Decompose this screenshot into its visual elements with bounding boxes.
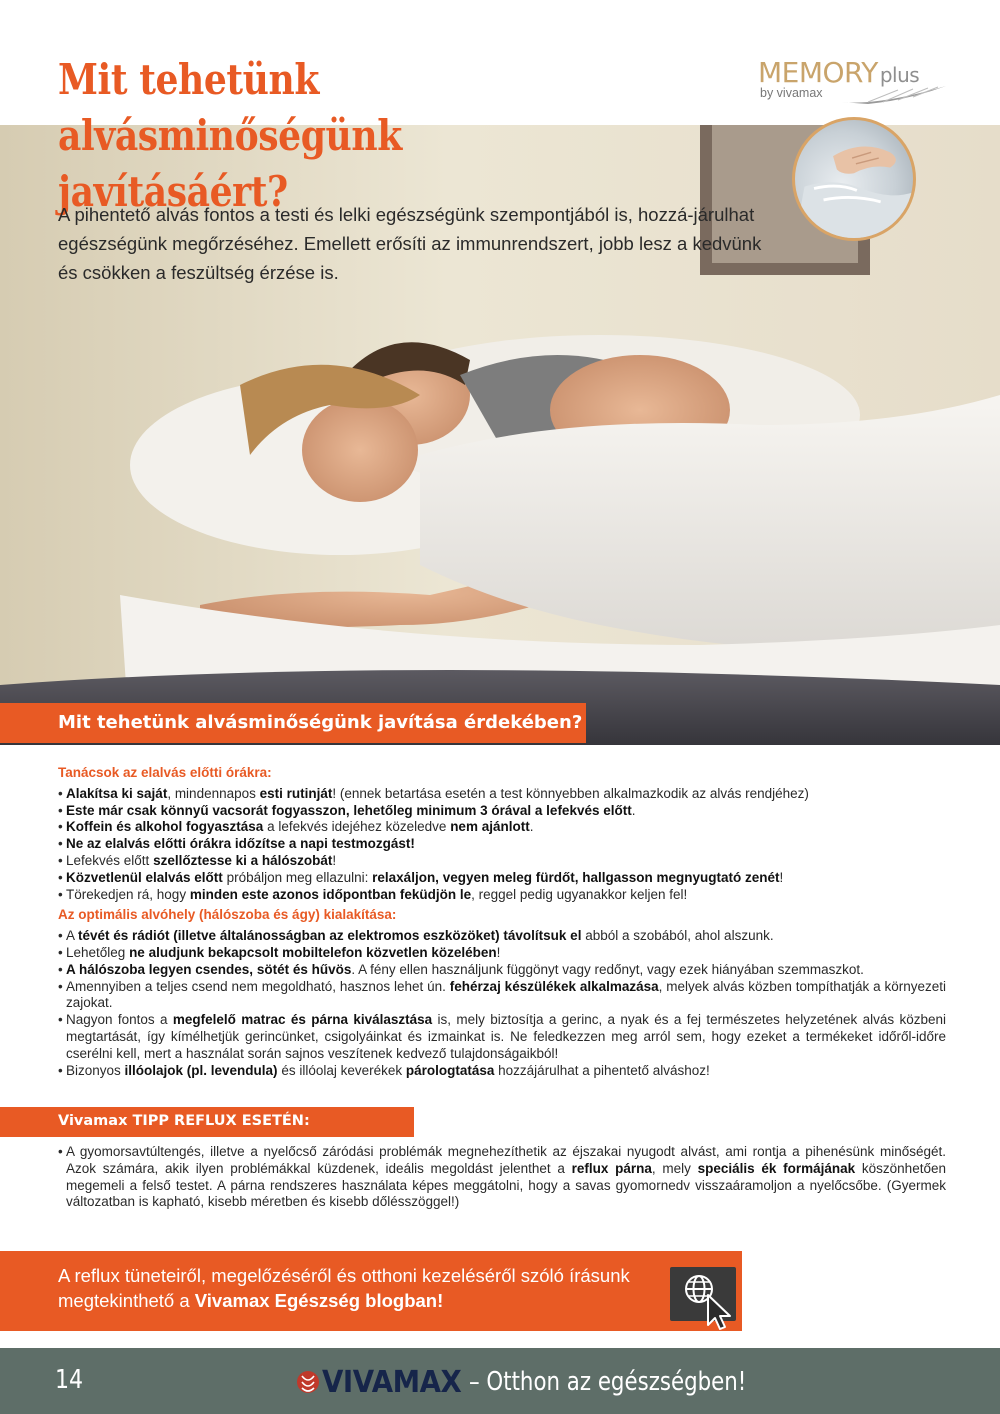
list-item (58, 1063, 946, 1080)
intro-paragraph: A pihentető alvás fontos a testi és lelki egészségünk szempontjából is, hozzá-járulhat egészségünk megőrzéséhez. Emellett erősíti az immunrendszert, jobb lesz a kedvünk és csökken a feszültség érzése is. (58, 204, 762, 283)
blog-line-2-bold: Vivamax Egészség blogban! (194, 1290, 444, 1311)
list-item-text: abból a szobából, ahol alszunk. (581, 928, 774, 944)
room-heading: Az optimális alvóhely (hálószoba és ágy) kialakítása: (58, 907, 397, 923)
list-item-text: a lefekvés idejéhez közeledve (263, 819, 451, 835)
logo-suffix: plus (879, 63, 920, 87)
vivamax-logo-icon (296, 1370, 320, 1394)
list-item-text: . A fény ellen használjunk függönyt vagy redőnyt, vagy ezek hiányában szemmaszkot. (351, 961, 864, 977)
list-item-text: Törekedjen rá, hogy (66, 886, 190, 902)
list-item-text: Lefekvés előtt (66, 852, 154, 868)
blog-link-text[interactable] (58, 1263, 678, 1313)
list-item-text: . (631, 802, 636, 818)
list-item-text: ! (779, 869, 784, 885)
list-item-bold: minden este azonos időpontban feküdjön le (189, 886, 472, 902)
list-item-bold: Koffein és alkohol fogyasztása (66, 819, 264, 835)
list-item-text: , mindennapos (167, 785, 260, 801)
title-line-1: Mit tehetünk (58, 55, 319, 104)
list-item-bold: fehérzaj készülékek alkalmazása (449, 978, 659, 994)
list-item (58, 803, 946, 820)
list-item-text: , mely (651, 1160, 698, 1176)
list-item (58, 887, 946, 904)
section-title-bar: Mit tehetünk alvásminőségünk javítása érdekében? (0, 703, 586, 743)
brand-name: VIVAMAX (322, 1364, 462, 1400)
list-item-bold: relaxáljon, vegyen meleg fürdőt, hallgasson megnyugtató zenét (372, 869, 780, 885)
list-item-bold: reflux párna (571, 1160, 652, 1176)
page-number: 14 (55, 1365, 84, 1395)
list-item (58, 870, 946, 887)
tip-list (58, 1144, 946, 1211)
list-item-text: próbáljon meg ellazulni: (222, 869, 373, 885)
list-item (58, 836, 946, 853)
list-item-text: , melyek alvás közben tompíthatják a környezeti zajokat. (66, 978, 947, 1011)
blog-banner[interactable] (0, 1251, 742, 1331)
list-item-text: köszönhetően megemeli a felső testet. A párna rendszeres használata képes meggátolni, hogy a savas gyomornedv visszaáramoljon a nyelőcsőbe. (Gyermek változatban is kapható, kisebb méretben és kisebb dőlésszöggel!) (66, 1160, 946, 1210)
list-item-bold: esti rutinját (259, 785, 333, 801)
list-item (58, 928, 946, 945)
list-item-text: ! (332, 852, 337, 868)
list-item-text: Nagyon fontos a (66, 1012, 173, 1028)
list-item-bold: speciális ék formájának (697, 1160, 856, 1176)
tip-section (58, 1144, 946, 1211)
list-item-text: Amennyiben a teljes csend nem megoldható, hasznos lehet ún. (66, 978, 450, 994)
room-list (58, 928, 946, 1079)
blog-line-2-prefix: megtekinthető a (58, 1290, 195, 1311)
list-item (58, 945, 946, 962)
tips-list (58, 786, 946, 904)
list-item-text: Bizonyos (66, 1062, 125, 1078)
memory-plus-logo (758, 56, 948, 112)
list-item-text: ! (496, 944, 501, 960)
list-item-bold: Alakítsa ki saját (66, 785, 168, 801)
globe-cursor-icon (670, 1267, 736, 1331)
list-item-text: és illóolaj keverékek (277, 1062, 406, 1078)
list-item (58, 853, 946, 870)
feather-icon (838, 82, 948, 108)
list-item-bold: szellőztesse ki a hálószobát (153, 852, 333, 868)
list-item (58, 979, 946, 1013)
brand-slogan: – Otthon az egészségben! (469, 1367, 747, 1397)
list-item-text: A (66, 928, 79, 944)
memory-foam-badge (792, 117, 916, 241)
title-line-2: alvásminőségünk javításáért? (58, 111, 402, 216)
blog-line-1: A reflux tüneteiről, megelőzéséről és otthoni kezeléséről szóló írásunk (58, 1265, 630, 1286)
list-item-text: A gyomorsavtúltengés, illetve a nyelőcső záródási problémák megnehezíthetik az éjszakai nyugodt alvást, ami rontja a pihenésünk minőségét. Azok számára, akik ilyen problémákkal küzdenek, ideális megoldást jelenthet a (66, 1144, 946, 1176)
list-item-bold: ne aludjunk bekapcsolt mobiltelefon közvetlen közelében (129, 944, 497, 960)
list-item-text: , reggel pedig ugyanakkor keljen fel! (471, 886, 688, 902)
list-item-text: is, mely biztosítja a gerinc, a nyak és a fej természetes helyzetének alvás közbeni megtartását, így kímélhetjük gerincünket, csigolyáinkat és izmainkat is. Ne feledkezzen meg arról sem, hogy ezeket a termékeket időről-időre cserélni kell, mert a használat során sajnos veszítenek kedvező tulajdonságaikból! (66, 1012, 947, 1061)
list-item-bold: A hálószoba legyen csendes, sötét és hűvös (66, 961, 352, 977)
list-item (58, 786, 946, 803)
logo-name: MEMORY (758, 56, 878, 89)
list-item (58, 962, 946, 979)
list-item-bold: illóolajok (pl. levendula) (124, 1062, 278, 1078)
tips-section (58, 765, 946, 1079)
list-item (58, 1012, 946, 1062)
tip-title-bar: Vivamax TIPP REFLUX ESETÉN: (0, 1107, 414, 1137)
list-item-bold: Közvetlenül elalvás előtt (66, 869, 223, 885)
list-item-bold: tévét és rádiót (illetve általánosságban az elektromos eszközöket) távolítsuk el (78, 928, 582, 944)
list-item-text: hozzájárulhat a pihentető alváshoz! (494, 1062, 710, 1078)
list-item (58, 819, 946, 836)
list-item-text: Lehetőleg (66, 944, 130, 960)
logo-byline: by vivamax (760, 86, 823, 100)
list-item-text: ! (ennek betartása esetén a test könnyebben alkalmazkodik az alvás rendjéhez) (332, 785, 809, 801)
footer (0, 1348, 1000, 1414)
list-item-bold: Ne az elalvás előtti órákra időzítse a napi testmozgást! (66, 836, 415, 852)
list-item-text: . (529, 819, 534, 835)
list-item-bold: párologtatása (405, 1062, 495, 1078)
page-title (58, 52, 608, 220)
blog-link-button[interactable] (670, 1267, 736, 1321)
footer-brand (296, 1362, 808, 1402)
list-item-bold: Este már csak könnyű vacsorát fogyasszon, lehetőleg minimum 3 órával a lefekvés előtt (66, 802, 632, 818)
list-item (58, 1144, 946, 1211)
memory-foam-hand-icon (795, 120, 913, 238)
list-item-bold: megfelelő matrac és párna kiválasztása (172, 1012, 433, 1028)
list-item-bold: nem ajánlott (450, 819, 530, 835)
tips-heading: Tanácsok az elalvás előtti órákra: (58, 765, 272, 780)
